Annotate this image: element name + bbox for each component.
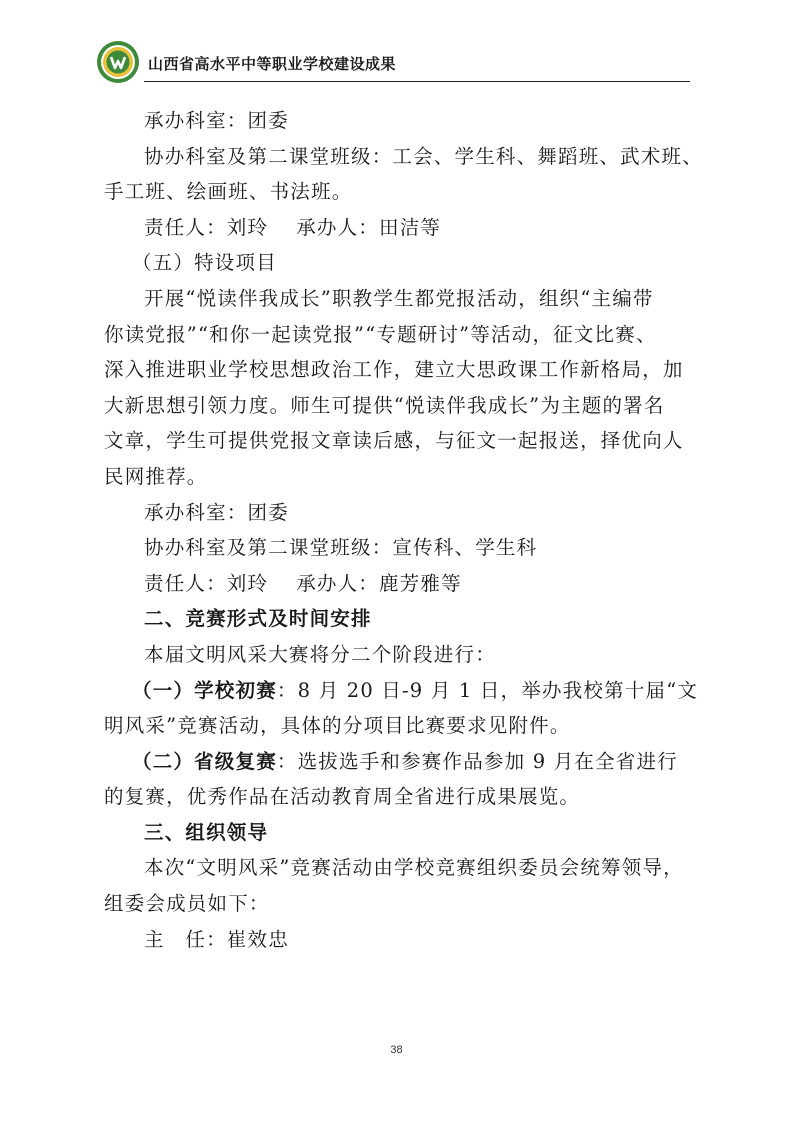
responsible-line [104,566,696,602]
paragraph-line: 明风采”竞赛活动，具体的分项目比赛要求见附件。 [104,714,571,738]
header-divider [144,81,690,82]
paragraph-line: 主 任：崔效忠 [144,927,289,951]
stage-text: ：8 月 20 日-9 月 1 日，举办我校第十届“文 [276,678,699,702]
paragraph-line: 大新思想引领力度。师生可提供“悦读伴我成长”为主题的署名 [104,393,665,417]
stage-label: （二）省级复赛 [132,749,277,773]
paragraph-line: 协办科室及第二课堂班级：工会、学生科、舞蹈班、武术班、 [144,144,703,168]
organizer-person: 承办人：鹿芳雅等 [296,571,462,595]
paragraph-line: 本届文明风采大赛将分二个阶段进行： [144,642,496,666]
paragraph-line: 的复赛，优秀作品在活动教育周全省进行成果展览。 [104,785,581,809]
paragraph-line [104,744,696,780]
paragraph-line [104,673,699,709]
paragraph-line: 承办科室：团委 [144,109,289,132]
paragraph-line: 文章，学生可提供党报文章读后感，与征文一起报送，择优向人 [104,429,684,453]
document-body [104,103,703,957]
header-title: 山西省高水平中等职业学校建设成果 [148,55,397,73]
paragraph-line: 深入推进职业学校思想政治工作，建立大思政课工作新格局，加 [104,358,684,382]
section-heading: 二、竞赛形式及时间安排 [144,607,372,631]
paragraph-line: 民网推荐。 [104,464,208,488]
paragraph-line: 组委会成员如下： [104,892,270,916]
paragraph-line: 承办科室：团委 [144,500,289,524]
paragraph-line: 协办科室及第二课堂班级：宣传科、学生科 [144,536,538,560]
stage-text: ：选拔选手和参赛作品参加 9 月在全省进行 [276,749,678,773]
responsible-person: 责任人：刘玲 [144,571,269,595]
paragraph-line: 本次“文明风采”竞赛活动由学校竞赛组织委员会统筹领导， [144,856,684,880]
school-logo-icon [96,40,140,84]
paragraph-line: 你读党报”“和你一起读党报”“专题研讨”等活动，征文比赛、 [104,322,657,346]
page-header [96,40,690,86]
page-number: 38 [390,1044,403,1056]
paragraph-line: 开展“悦读伴我成长”职教学生都党报活动，组织“主编带 [144,286,654,310]
stage-label: （一）学校初赛 [132,678,277,702]
paragraph-line: 手工班、绘画班、书法班。 [104,180,353,204]
section-subheading: （五）特设项目 [132,251,277,275]
section-heading: 三、组织领导 [144,820,269,844]
organizer-person: 承办人：田洁等 [296,215,442,239]
responsible-person: 责任人：刘玲 [144,215,269,239]
responsible-line [104,210,696,246]
